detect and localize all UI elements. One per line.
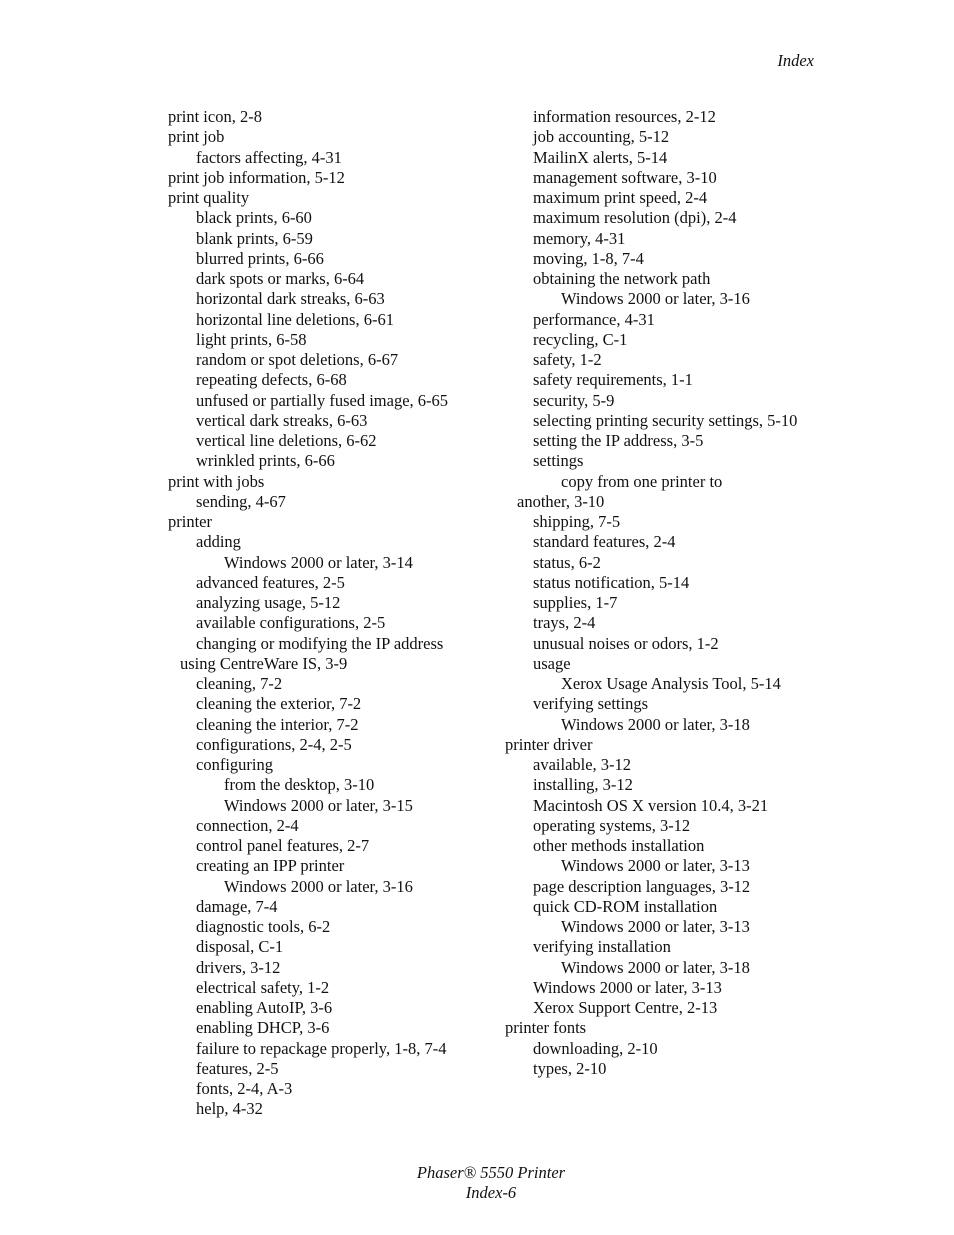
index-entry: cleaning, 7-2: [196, 674, 283, 693]
index-entry: Windows 2000 or later, 3-16: [561, 289, 750, 309]
index-entry: print job information, 5-12: [168, 167, 345, 187]
index-entry: blurred prints, 6-66: [196, 248, 324, 268]
index-entry: page description languages, 3-12: [533, 876, 751, 896]
index-entry: Windows 2000 or later, 3-18: [561, 714, 750, 734]
index-entry: maximum resolution (dpi), 2-4: [533, 208, 737, 228]
running-header: Index: [777, 51, 814, 70]
index-entry: cleaning the exterior, 7-2: [196, 694, 362, 714]
index-entry: analyzing usage, 5-12: [196, 593, 341, 612]
index-entry: downloading, 2-10: [533, 1038, 658, 1058]
index-entry: print icon, 2-8: [168, 107, 262, 126]
index-entry: management software, 3-10: [533, 167, 717, 187]
index-entry: disposal, C-1: [196, 937, 284, 957]
index-entry: standard features, 2-4: [533, 532, 676, 552]
index-entry: setting the IP address, 3-5: [533, 431, 704, 450]
index-entry: horizontal dark streaks, 6-63: [196, 289, 385, 309]
index-entry: random or spot deletions, 6-67: [196, 350, 399, 369]
index-entry: status, 6-2: [533, 552, 601, 572]
index-entry: selecting printing security settings, 5-10: [533, 410, 798, 430]
index-entry: moving, 1-8, 7-4: [533, 248, 644, 268]
index-entry: maximum print speed, 2-4: [533, 188, 708, 207]
index-entry: light prints, 6-58: [196, 329, 307, 349]
index-entry: safety, 1-2: [533, 350, 602, 369]
index-column-left: [168, 107, 498, 1120]
index-entry: enabling AutoIP, 3-6: [196, 998, 333, 1017]
index-entry: blank prints, 6-59: [196, 228, 313, 248]
index-entry: Windows 2000 or later, 3-13: [561, 917, 750, 936]
index-entry: horizontal line deletions, 6-61: [196, 309, 394, 329]
index-entry: print job: [168, 127, 225, 147]
footer-product-name: Phaser® 5550 Printer: [416, 1163, 566, 1182]
index-entry: vertical dark streaks, 6-63: [196, 410, 368, 430]
index-entry: creating an IPP printer: [196, 856, 345, 876]
index-entry: factors affecting, 4-31: [196, 147, 342, 167]
index-entry: available configurations, 2-5: [196, 613, 386, 633]
index-entry: job accounting, 5-12: [533, 127, 670, 147]
index-entry: advanced features, 2-5: [196, 572, 345, 592]
index-entry: print with jobs: [168, 471, 265, 491]
index-entry: supplies, 1-7: [533, 593, 618, 612]
index-entry: Xerox Support Centre, 2-13: [533, 998, 718, 1017]
index-entry: unusual noises or odors, 1-2: [533, 633, 719, 653]
index-entry: Windows 2000 or later, 3-13: [533, 977, 722, 997]
index-entry: drivers, 3-12: [196, 957, 281, 977]
index-entry: printer driver: [505, 734, 593, 754]
index-entry: vertical line deletions, 6-62: [196, 431, 377, 450]
index-entry: verifying settings: [533, 694, 649, 714]
index-entry: Windows 2000 or later, 3-18: [561, 957, 750, 977]
index-entry: sending, 4-67: [196, 491, 286, 511]
index-entry: settings: [533, 451, 584, 471]
index-entry: recycling, C-1: [533, 329, 628, 349]
index-entry: information resources, 2-12: [533, 107, 716, 126]
index-entry: using CentreWare IS, 3-9: [180, 653, 348, 673]
index-entry: Windows 2000 or later, 3-13: [561, 856, 750, 876]
index-entry: trays, 2-4: [533, 613, 596, 633]
index-entry: configuring: [196, 755, 273, 774]
index-entry: control panel features, 2-7: [196, 836, 370, 855]
page-footer: [0, 1163, 954, 1203]
index-entry: printer fonts: [505, 1018, 587, 1038]
index-entry: Macintosh OS X version 10.4, 3-21: [533, 795, 769, 815]
index-column-right: [505, 107, 835, 1079]
index-entry: damage, 7-4: [196, 896, 278, 916]
index-entry: available, 3-12: [533, 755, 632, 774]
index-entry: memory, 4-31: [533, 228, 626, 248]
index-entry: MailinX alerts, 5-14: [533, 147, 668, 167]
index-entry: adding: [196, 532, 241, 552]
index-entry: operating systems, 3-12: [533, 815, 691, 835]
index-entry: dark spots or marks, 6-64: [196, 269, 365, 288]
index-entry: status notification, 5-14: [533, 572, 690, 592]
footer-page-number: Index-6: [465, 1183, 517, 1202]
index-entry: shipping, 7-5: [533, 512, 621, 531]
index-entry: Windows 2000 or later, 3-14: [224, 552, 413, 572]
index-entry: enabling DHCP, 3-6: [196, 1018, 330, 1038]
index-entry: configurations, 2-4, 2-5: [196, 734, 352, 754]
index-entry: features, 2-5: [196, 1058, 279, 1078]
index-entry: diagnostic tools, 6-2: [196, 917, 331, 936]
index-entry: verifying installation: [533, 937, 671, 957]
index-entry: fonts, 2-4, A-3: [196, 1079, 293, 1098]
index-entry: Xerox Usage Analysis Tool, 5-14: [561, 674, 781, 693]
index-entry: obtaining the network path: [533, 269, 711, 288]
index-entry: black prints, 6-60: [196, 208, 312, 228]
index-entry: copy from one printer to: [561, 471, 723, 491]
index-entry: help, 4-32: [196, 1099, 263, 1119]
index-entry: failure to repackage properly, 1-8, 7-4: [196, 1038, 447, 1058]
index-entry: changing or modifying the IP address: [196, 633, 444, 653]
index-entry: electrical safety, 1-2: [196, 977, 330, 997]
index-entry: Windows 2000 or later, 3-15: [224, 795, 413, 815]
index-entry: performance, 4-31: [533, 309, 655, 329]
index-entry: cleaning the interior, 7-2: [196, 714, 359, 734]
index-entry: security, 5-9: [533, 390, 615, 410]
index-entry: safety requirements, 1-1: [533, 370, 693, 390]
index-entry: types, 2-10: [533, 1058, 607, 1078]
index-entry: wrinkled prints, 6-66: [196, 451, 335, 471]
index-entry: print quality: [168, 188, 250, 207]
index-entry: unfused or partially fused image, 6-65: [196, 390, 449, 410]
index-entry: from the desktop, 3-10: [224, 775, 375, 795]
index-entry: another, 3-10: [517, 491, 605, 511]
index-entry: installing, 3-12: [533, 775, 633, 795]
index-entry: repeating defects, 6-68: [196, 370, 347, 390]
index-entry: Windows 2000 or later, 3-16: [224, 876, 413, 896]
index-entry: connection, 2-4: [196, 815, 299, 835]
index-entry: quick CD-ROM installation: [533, 896, 718, 916]
index-entry: printer: [168, 512, 212, 531]
index-entry: usage: [533, 653, 571, 673]
index-entry: other methods installation: [533, 836, 705, 855]
